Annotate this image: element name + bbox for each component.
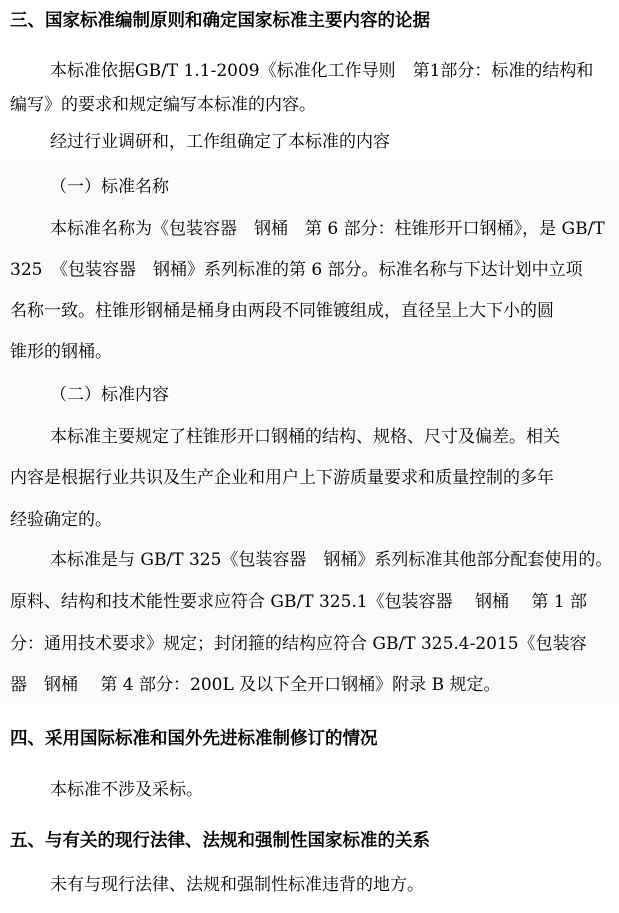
subheading-standard-name: （一）标准名称 [50, 177, 169, 197]
paragraph-line: 经过行业调研和，工作组确定了本标准的内容 [50, 132, 390, 152]
subheading-standard-content: （二）标准内容 [50, 385, 169, 405]
section-heading-3: 三、国家标准编制原则和确定国家标准主要内容的论据 [10, 11, 430, 31]
paragraph-line: 经验确定的。 [10, 510, 112, 530]
paragraph-line: 本标准名称为《包装容器 钢桶 第 6 部分：柱锥形开口钢桶》，是 GB/T [50, 219, 605, 239]
paragraph-line: 名称一致。柱锥形钢桶是桶身由两段不同锥镀组成，直径呈上大下小的圆 [10, 301, 554, 321]
paragraph-line: 编写》的要求和规定编写本标准的内容。 [10, 95, 316, 115]
paragraph-line: 本标准不涉及采标。 [50, 780, 203, 800]
paragraph-line: 内容是根据行业共识及生产企业和用户上下游质量要求和质量控制的多年 [10, 468, 554, 488]
paragraph-line: 本标准是与 GB/T 325《包装容器 钢桶》系列标准其他部分配套使用的。 [50, 550, 613, 570]
paragraph-line: 本标准依据GB/T 1.1-2009《标准化工作导则 第1部分：标准的结构和 [50, 61, 594, 81]
paragraph-line: 未有与现行法律、法规和强制性标准违背的地方。 [50, 875, 424, 895]
paragraph-line: 325 《包装容器 钢桶》系列标准的第 6 部分。标准名称与下达计划中立项 [10, 260, 583, 280]
paragraph-line: 原料、结构和技术能性要求应符合 GB/T 325.1《包装容器 钢桶 第 1 部 [10, 592, 588, 612]
section-heading-4: 四、采用国际标准和国外先进标准制修订的情况 [10, 729, 378, 749]
paragraph-line: 本标准主要规定了柱锥形开口钢桶的结构、规格、尺寸及偏差。相关 [50, 427, 560, 447]
paragraph-line: 器 钢桶 第 4 部分：200L 及以下全开口钢桶》附录 B 规定。 [10, 675, 501, 695]
section-heading-5: 五、与有关的现行法律、法规和强制性国家标准的关系 [10, 831, 430, 851]
paragraph-line: 分：通用技术要求》规定；封闭箍的结构应符合 GB/T 325.4-2015《包装容 [10, 634, 587, 654]
paragraph-line: 锥形的钢桶。 [10, 342, 112, 362]
